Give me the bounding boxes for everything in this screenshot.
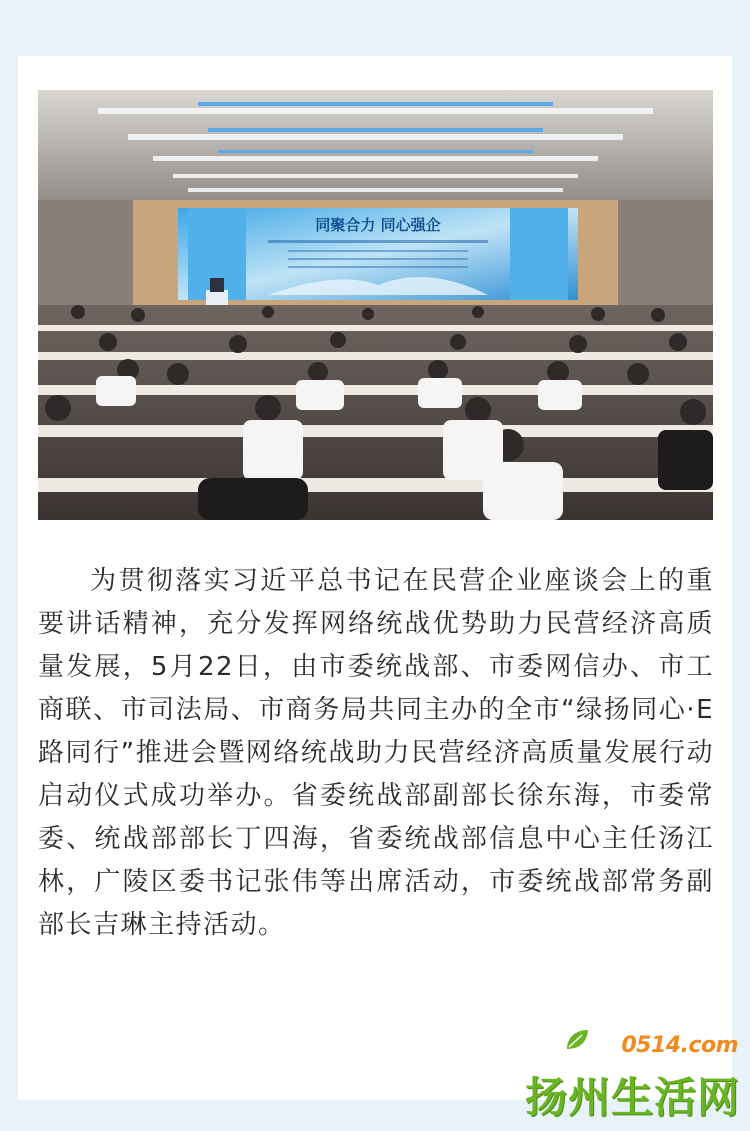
article-paragraph: 为贯彻落实习近平总书记在民营企业座谈会上的重要讲话精神，充分发挥网络统战优势助力民营经济高质量发展，5月22日，由市委统战部、市委网信办、市工商联、市司法局、市商务局共同主办的全市“绿扬同心·E路同行”推进会暨网络统战助力民营经济高质量发展行动启动仪式成功举办。省委统战部副部长徐东海，市委常委、统战部部长丁四海，省委统战部信息中心主任汤江林，广陵区委书记张伟等出席活动，市委统战部常务副部长吉琳主持活动。 [38,566,714,940]
screen-slogan: 同聚合力 同心强企 [315,216,441,234]
event-photo [38,90,713,520]
conference-hall-image [38,90,713,520]
watermark-site-name: 扬州生活网 [524,1073,740,1122]
site-watermark [522,1025,742,1125]
watermark-domain: 0514.com [621,1033,738,1058]
leaf-icon [564,1027,590,1053]
